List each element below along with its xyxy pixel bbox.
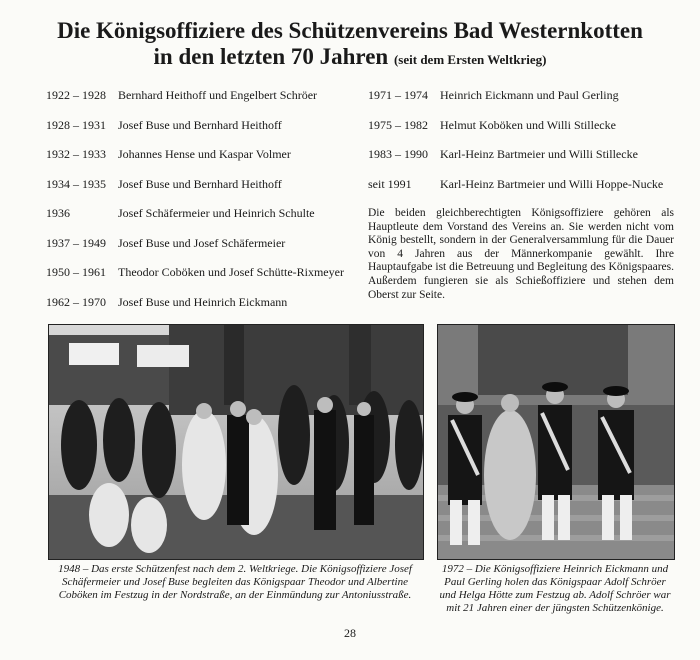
list-names: Josef Schäfermeier und Heinrich Schulte	[118, 206, 315, 220]
title-line-2	[0, 44, 700, 73]
list-item	[368, 88, 688, 102]
photo-1948-image	[49, 325, 423, 559]
list-item	[46, 177, 366, 191]
page-title	[0, 18, 700, 73]
list-years: 1928 – 1931	[46, 117, 106, 132]
list-years: 1937 – 1949	[46, 235, 106, 250]
list-names: Heinrich Eickmann und Paul Gerling	[440, 88, 619, 102]
photo-1948-procession	[48, 324, 424, 560]
officer-list-left	[46, 88, 366, 324]
list-item	[46, 295, 366, 309]
officer-list-right	[368, 88, 688, 206]
list-names: Karl-Heinz Bartmeier und Willi Hoppe-Nucke	[440, 176, 664, 191]
list-years: 1962 – 1970	[46, 294, 106, 309]
list-item	[46, 88, 366, 102]
list-years: 1934 – 1935	[46, 176, 106, 191]
list-names: Theodor Coböken und Josef Schütte-Rixmeyer	[118, 265, 344, 279]
title-line-2-main: in den letzten 70 Jahren	[153, 44, 389, 69]
list-names: Josef Buse und Bernhard Heithoff	[118, 117, 282, 132]
title-subtitle: (seit dem Ersten Weltkrieg)	[393, 52, 547, 67]
list-years: 1932 – 1933	[46, 147, 106, 161]
list-item	[368, 118, 688, 132]
list-item	[46, 118, 366, 132]
list-years: 1950 – 1961	[46, 265, 106, 279]
list-item	[46, 206, 366, 220]
list-years: 1975 – 1982	[368, 117, 428, 132]
list-years: 1922 – 1928	[46, 88, 106, 102]
list-item	[46, 236, 366, 250]
list-names: Josef Buse und Heinrich Eickmann	[118, 294, 288, 309]
list-item	[46, 265, 366, 279]
photo-1972-officers	[437, 324, 675, 560]
page-number: 28	[344, 626, 356, 640]
list-item	[368, 177, 688, 191]
list-names: Johannes Hense und Kaspar Volmer	[118, 147, 291, 161]
officer-description: Die beiden gleichberechtigten Königsoffiziere gehören als Hauptleute dem Vorstand des Vereins an. Sie werden nicht vom König bestellt, sondern in der Generalversammlung für die Dauer von 4 Jahren aus der Männerkompanie gewählt. Ihre Hauptaufgabe ist die Betreuung und Begleitung des Königspaares. Außerdem fungieren sie als Schießoffiziere und stehen dem Oberst zur Seite.	[368, 207, 674, 301]
list-years: 1983 – 1990	[368, 147, 428, 161]
list-years: seit 1991	[368, 176, 412, 191]
list-years: 1971 – 1974	[368, 88, 428, 102]
caption-1948: 1948 – Das erste Schützenfest nach dem 2. Weltkriege. Die Königsoffiziere Josef Schäfermeier und Josef Buse begleiten das Königspaar Theodor und Albertine Coböken im Festzug in der Nordstraße, an der Einmündung zur Antoniusstraße.	[58, 563, 412, 601]
list-names: Bernhard Heithoff und Engelbert Schröer	[118, 88, 318, 102]
list-item	[46, 147, 366, 161]
caption-1972: 1972 – Die Königsoffiziere Heinrich Eickmann und Paul Gerling holen das Königspaar Adolf Schröer und Helga Hötte zum Festzug ab. Adolf Schröer war mit 21 Jahren einer der jüngsten Schützenkönige.	[439, 563, 671, 614]
title-line-1: Die Königsoffiziere des Schützenvereins Bad Westernkotten	[57, 18, 643, 43]
list-years: 1936	[46, 206, 70, 220]
list-names: Karl-Heinz Bartmeier und Willi Stillecke	[440, 147, 638, 161]
list-names: Josef Buse und Josef Schäfermeier	[118, 235, 286, 250]
list-names: Helmut Koböken und Willi Stillecke	[440, 117, 616, 132]
list-item	[368, 147, 688, 161]
list-names: Josef Buse und Bernhard Heithoff	[118, 176, 282, 191]
photo-1972-image	[438, 325, 674, 559]
